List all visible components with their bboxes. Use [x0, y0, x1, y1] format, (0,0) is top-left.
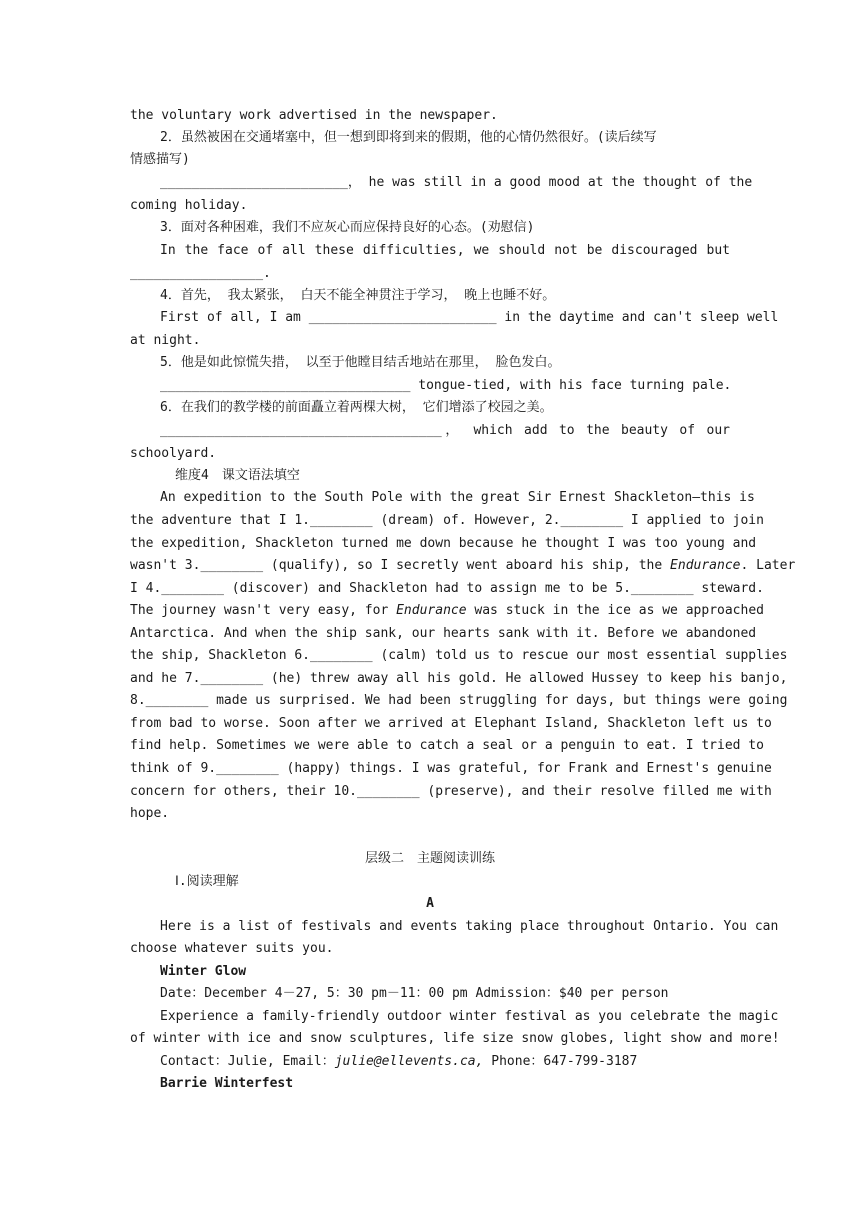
reading-line: of winter with ice and snow sculptures, life size snow globes, light show and more!	[130, 1031, 780, 1046]
passage-line: hope.	[130, 806, 170, 821]
contact-text: Contact：Julie, Email：	[160, 1054, 335, 1069]
answer-line-6: ____________________________________， which add to the beauty of our	[160, 423, 730, 438]
question-4-prompt: 4．首先， 我太紧张， 白天不能全神贯注于学习， 晚上也睡不好。	[160, 288, 556, 303]
passage-text: wasn't 3.________ (qualify), so I secretly went aboard his ship, the	[130, 558, 671, 573]
passage-line: An expedition to the South Pole with the great Sir Ernest Shackleton—this is	[160, 490, 755, 505]
passage-line: the adventure that I 1.________ (dream) of. However, 2.________ I applied to join	[130, 513, 764, 528]
passage-line: from bad to worse. Soon after we arrived at Elephant Island, Shackleton left us to	[130, 716, 772, 731]
question-6-prompt: 6．在我们的教学楼的前面矗立着两棵大树， 它们增添了校园之美。	[160, 400, 553, 415]
section-heading: 维度4 课文语法填空	[175, 468, 300, 483]
answer-line-3: In the face of all these difficulties, we should not be discouraged but	[160, 243, 730, 258]
ship-name: Endurance	[396, 603, 467, 618]
passage-line: the ship, Shackleton 6.________ (calm) told us to rescue our most essential supplies	[130, 648, 788, 663]
question-2-prompt: 2．虽然被困在交通堵塞中，但一想到即将到来的假期，他的心情仍然很好。(读后续写	[160, 130, 657, 145]
text-line: coming holiday.	[130, 198, 248, 213]
passage-line: concern for others, their 10.________ (preserve), and their resolve filled me with	[130, 784, 772, 799]
part-heading: Ⅰ.阅读理解	[175, 874, 239, 889]
passage-label: A	[426, 896, 434, 911]
event-contact	[160, 1051, 730, 1073]
text-line: _________________.	[130, 266, 271, 281]
level-heading: 层级二 主题阅读训练	[364, 851, 495, 866]
answer-line-5: ________________________________ tongue-tied, with his face turning pale.	[160, 378, 732, 393]
answer-line-2: ________________________， he was still in a good mood at the thought of the	[160, 175, 753, 190]
passage-line: and he 7.________ (he) threw away all his gold. He allowed Hussey to keep his banjo,	[130, 671, 788, 686]
text-line: 情感描写)	[130, 152, 190, 167]
text-line: schoolyard.	[130, 446, 217, 461]
passage-line	[130, 555, 796, 577]
event-title: Winter Glow	[160, 964, 247, 979]
reading-line: Here is a list of festivals and events taking place throughout Ontario. You can	[160, 919, 779, 934]
event-date: Date：December 4－27, 5：30 pm－11：00 pm Admission：$40 per person	[160, 986, 669, 1001]
answer-line-4: First of all, I am ________________________ in the daytime and can't sleep well	[160, 310, 779, 325]
ship-name: Endurance	[670, 558, 741, 573]
email-address: julie@ellevents.ca,	[334, 1054, 484, 1069]
text-line: the voluntary work advertised in the newspaper.	[130, 108, 498, 123]
contact-phone: Phone：647-799-3187	[483, 1054, 638, 1069]
event-title: Barrie Winterfest	[160, 1076, 294, 1091]
passage-line: 8.________ made us surprised. We had been struggling for days, but things were going	[130, 693, 788, 708]
passage-line: I 4.________ (discover) and Shackleton had to assign me to be 5.________ steward.	[130, 581, 764, 596]
passage-text: was stuck in the ice as we approached	[466, 603, 764, 618]
passage-text: . Later	[740, 558, 796, 573]
passage-line: Antarctica. And when the ship sank, our hearts sank with it. Before we abandoned	[130, 626, 757, 641]
passage-line: the expedition, Shackleton turned me down because he thought I was too young and	[130, 536, 757, 551]
reading-line: choose whatever suits you.	[130, 941, 334, 956]
passage-line: think of 9.________ (happy) things. I was grateful, for Frank and Ernest's genuine	[130, 761, 772, 776]
reading-line: Experience a family-friendly outdoor winter festival as you celebrate the magic	[160, 1009, 779, 1024]
passage-line	[130, 600, 764, 622]
question-5-prompt: 5．他是如此惊慌失措， 以至于他瞠目结舌地站在那里， 脸色发白。	[160, 355, 561, 370]
text-line: at night.	[130, 333, 201, 348]
question-3-prompt: 3．面对各种困难，我们不应灰心而应保持良好的心态。(劝慰信)	[160, 220, 535, 235]
passage-line: find help. Sometimes we were able to catch a seal or a penguin to eat. I tried to	[130, 738, 764, 753]
passage-text: The journey wasn't very easy, for	[130, 603, 397, 618]
